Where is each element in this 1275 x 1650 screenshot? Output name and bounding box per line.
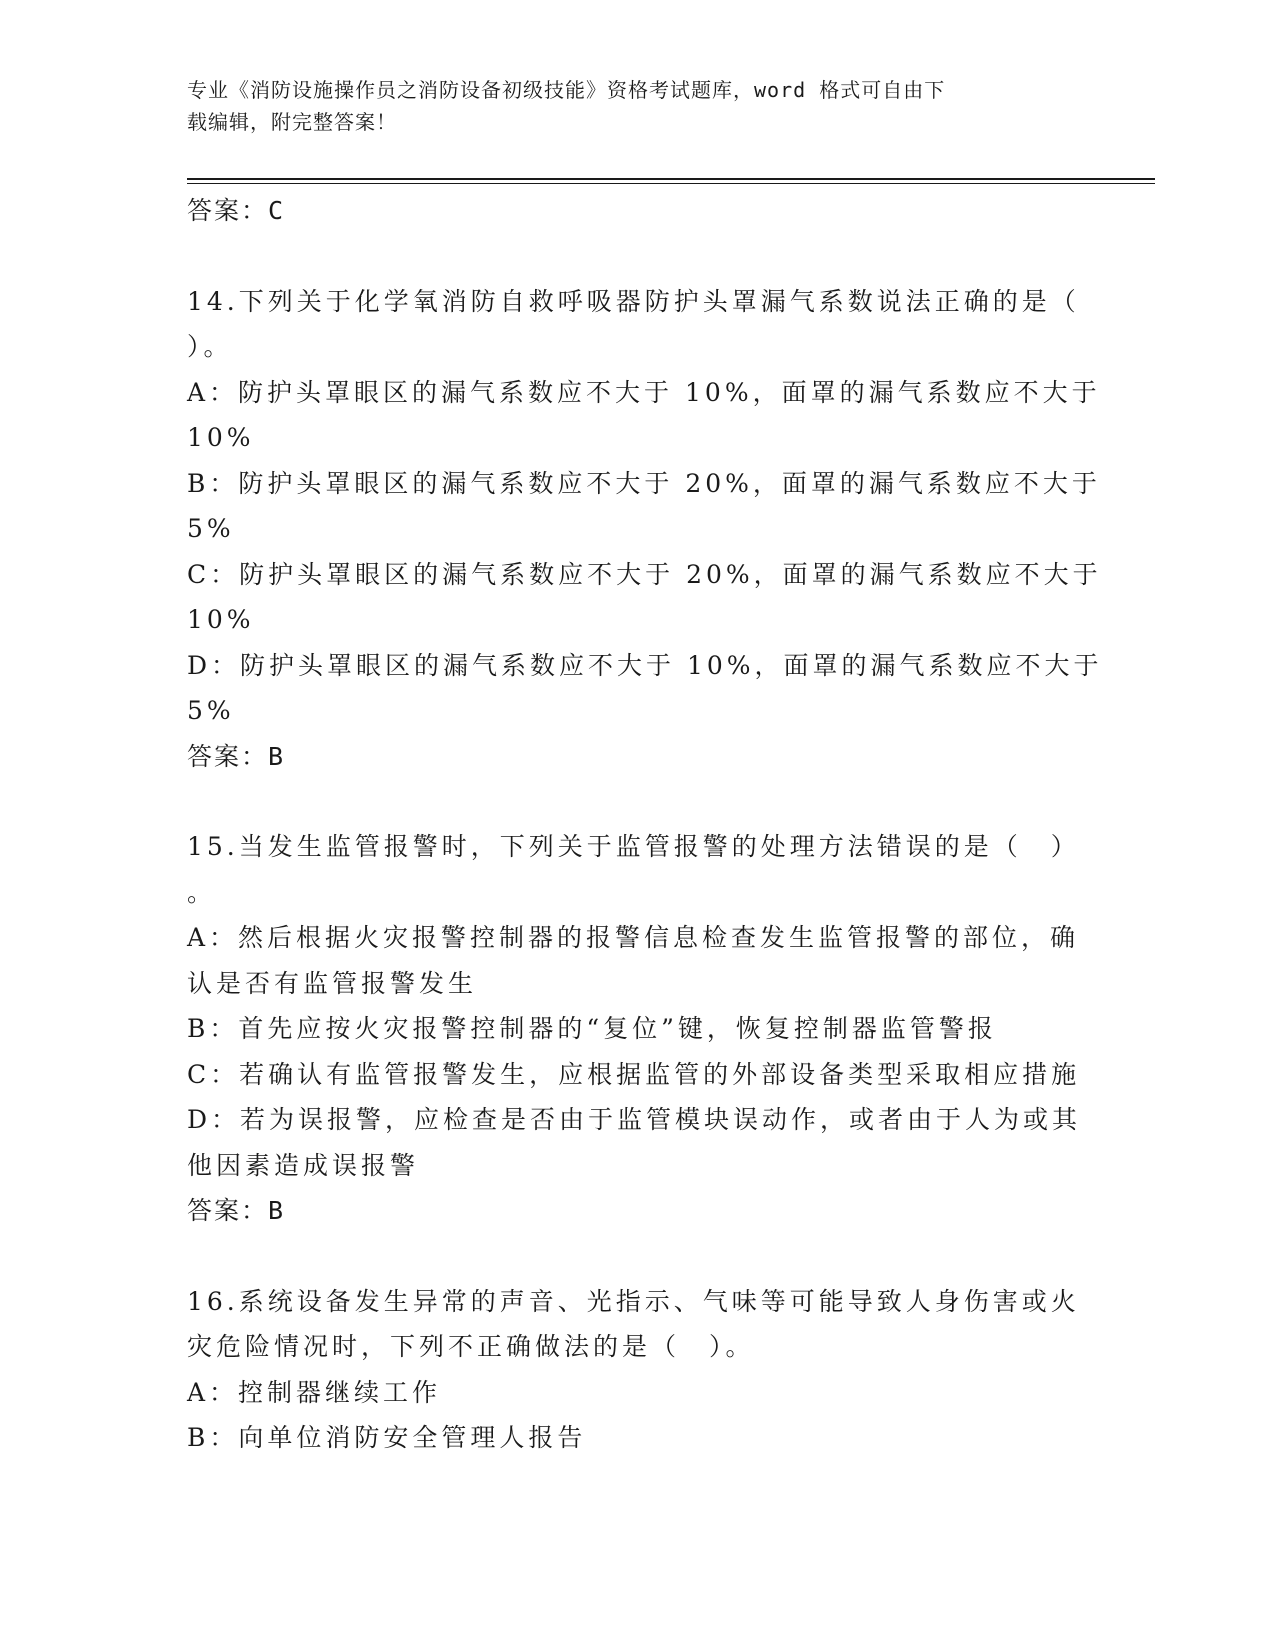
header-divider-thick: [187, 178, 1155, 180]
q15-stem-line-1: 15.当发生监管报警时，下列关于监管报警的处理方法错误的是（ ）: [187, 832, 1080, 861]
q15-option-b: B：首先应按火灾报警控制器的“复位”键，恢复控制器监管警报: [187, 1014, 997, 1043]
q15-option-a-line-2: 认是否有监管报警发生: [187, 968, 478, 998]
q16-option-a: A：控制器继续工作: [187, 1377, 442, 1407]
q15-option-d-line-1: D：若为误报警，应检查是否由于监管模块误动作，或者由于人为或其: [187, 1105, 1082, 1134]
question-14: [187, 279, 1103, 780]
q16-stem-line-1: 16.系统设备发生异常的声音、光指示、气味等可能导致人身伤害或火: [187, 1286, 1080, 1316]
header-line-2: 载编辑，附完整答案！: [187, 110, 397, 134]
q14-option-d-line-1: D：防护头罩眼区的漏气系数应不大于 10%，面罩的漏气系数应不大于: [187, 650, 1103, 680]
header-line-1: 专业《消防设施操作员之消防设备初级技能》资格考试题库，word 格式可自由下: [187, 78, 946, 102]
q15-option-c: C：若确认有监管报警发生，应根据监管的外部设备类型采取相应措施: [187, 1059, 1081, 1089]
spacer: [187, 234, 1087, 279]
q15-stem-line-2: 。: [187, 877, 217, 907]
q14-option-c-line-1: C：防护头罩眼区的漏气系数应不大于 20%，面罩的漏气系数应不大于: [187, 559, 1102, 589]
q16-stem-line-2: 灾危险情况时，下列不正确做法的是（ ）。: [187, 1332, 755, 1361]
question-15: [187, 824, 1087, 1234]
document-header: [187, 74, 1067, 138]
header-divider-thin: [187, 183, 1155, 184]
q16-option-b: B：向单位消防安全管理人报告: [187, 1423, 587, 1452]
question-content: [187, 188, 1103, 1461]
question-16: [187, 1279, 1087, 1461]
q15-option-a-line-1: A：然后根据火灾报警控制器的报警信息检查发生监管报警的部位，确: [187, 923, 1080, 952]
q14-stem-line-1: 14.下列关于化学氧消防自救呼吸器防护头罩漏气系数说法正确的是（: [187, 286, 1080, 316]
q14-option-d-line-2: 5%: [187, 696, 235, 725]
q14-option-a-line-2: 10%: [187, 423, 255, 452]
q14-option-b-line-2: 5%: [187, 514, 235, 543]
q14-answer: 答案：B: [187, 741, 286, 771]
q15-answer: 答案：B: [187, 1196, 286, 1225]
q14-option-b-line-1: B：防护头罩眼区的漏气系数应不大于 20%，面罩的漏气系数应不大于: [187, 468, 1101, 498]
spacer: [187, 779, 1087, 824]
q15-option-d-line-2: 他因素造成误报警: [187, 1150, 420, 1180]
q14-option-c-line-2: 10%: [187, 605, 255, 634]
q14-option-a-line-1: A：防护头罩眼区的漏气系数应不大于 10%，面罩的漏气系数应不大于: [187, 377, 1101, 407]
q14-stem-line-2: ）。: [187, 332, 233, 361]
answer-13: 答案：C: [187, 196, 286, 225]
spacer: [187, 1234, 1087, 1279]
